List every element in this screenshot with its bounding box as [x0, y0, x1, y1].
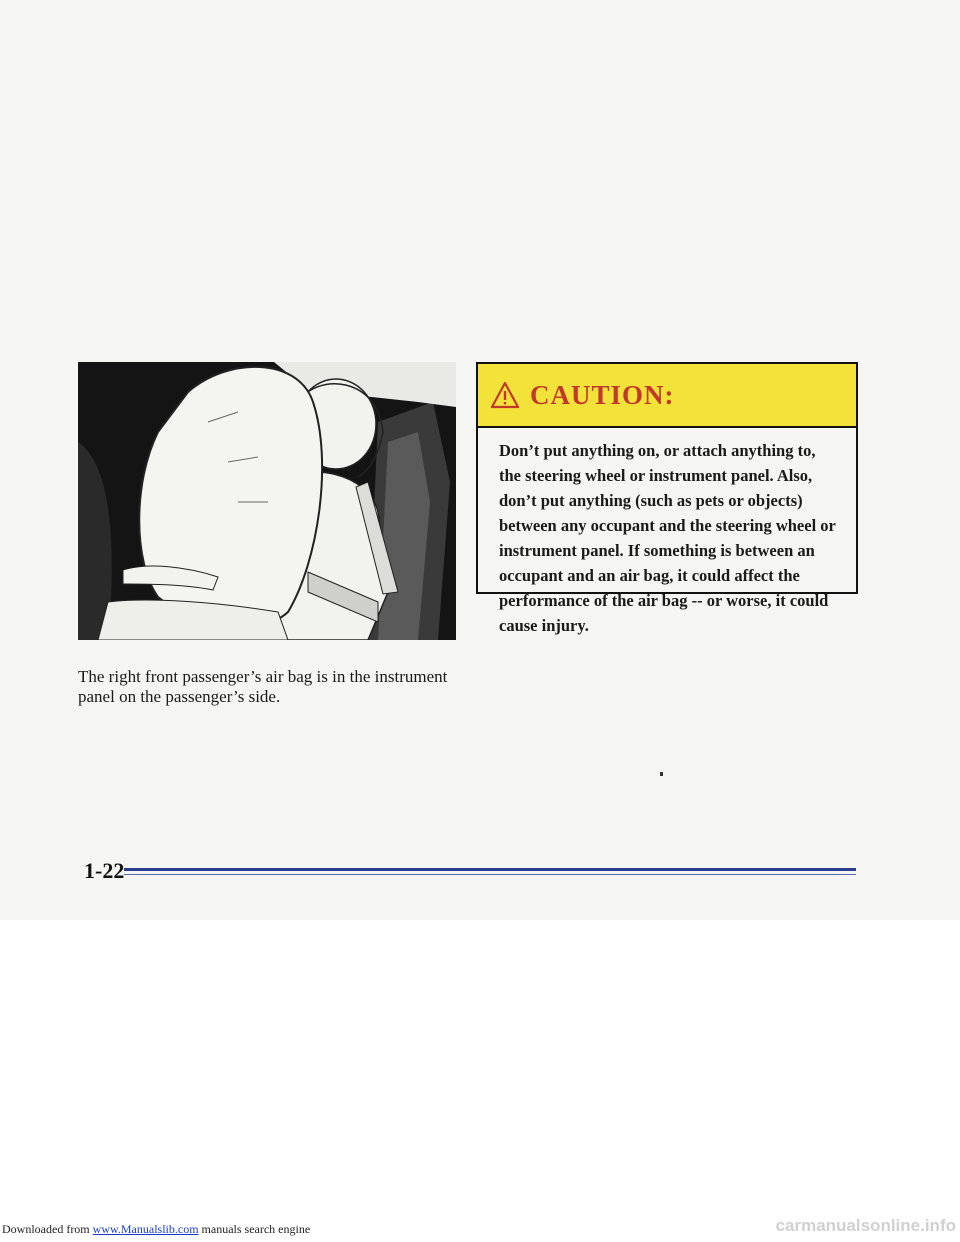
- caution-title: CAUTION:: [530, 379, 675, 410]
- page-number: 1-22: [84, 858, 125, 883]
- stray-mark: [660, 772, 663, 776]
- footer-rule-thin: [124, 874, 856, 875]
- credit-prefix: Downloaded from: [2, 1222, 93, 1236]
- caution-text: Don’t put anything on, or attach anything to, the steering wheel or instrument panel. Also, don’t put anything (such as pets or objects) between any occupant and the steering wheel or instrument panel. If something is between an occupant and an air bag, it could affect the performance of the air bag -- or worse, it could cause injury.: [499, 441, 836, 635]
- watermark: carmanualsonline.info: [775, 1216, 956, 1235]
- manualslib-link[interactable]: www.Manualslib.com: [92, 1222, 199, 1236]
- download-credit: [2, 1222, 310, 1237]
- caution-box: [476, 362, 858, 635]
- caution-header: [478, 364, 856, 428]
- footer-rule: [124, 868, 856, 871]
- airbag-caption: The right front passenger’s air bag is in the instrument panel on the passenger’s side.: [78, 667, 448, 706]
- airbag-illustration: [78, 362, 456, 640]
- credit-suffix: manuals search engine: [198, 1222, 311, 1236]
- warning-triangle-icon: [490, 381, 520, 409]
